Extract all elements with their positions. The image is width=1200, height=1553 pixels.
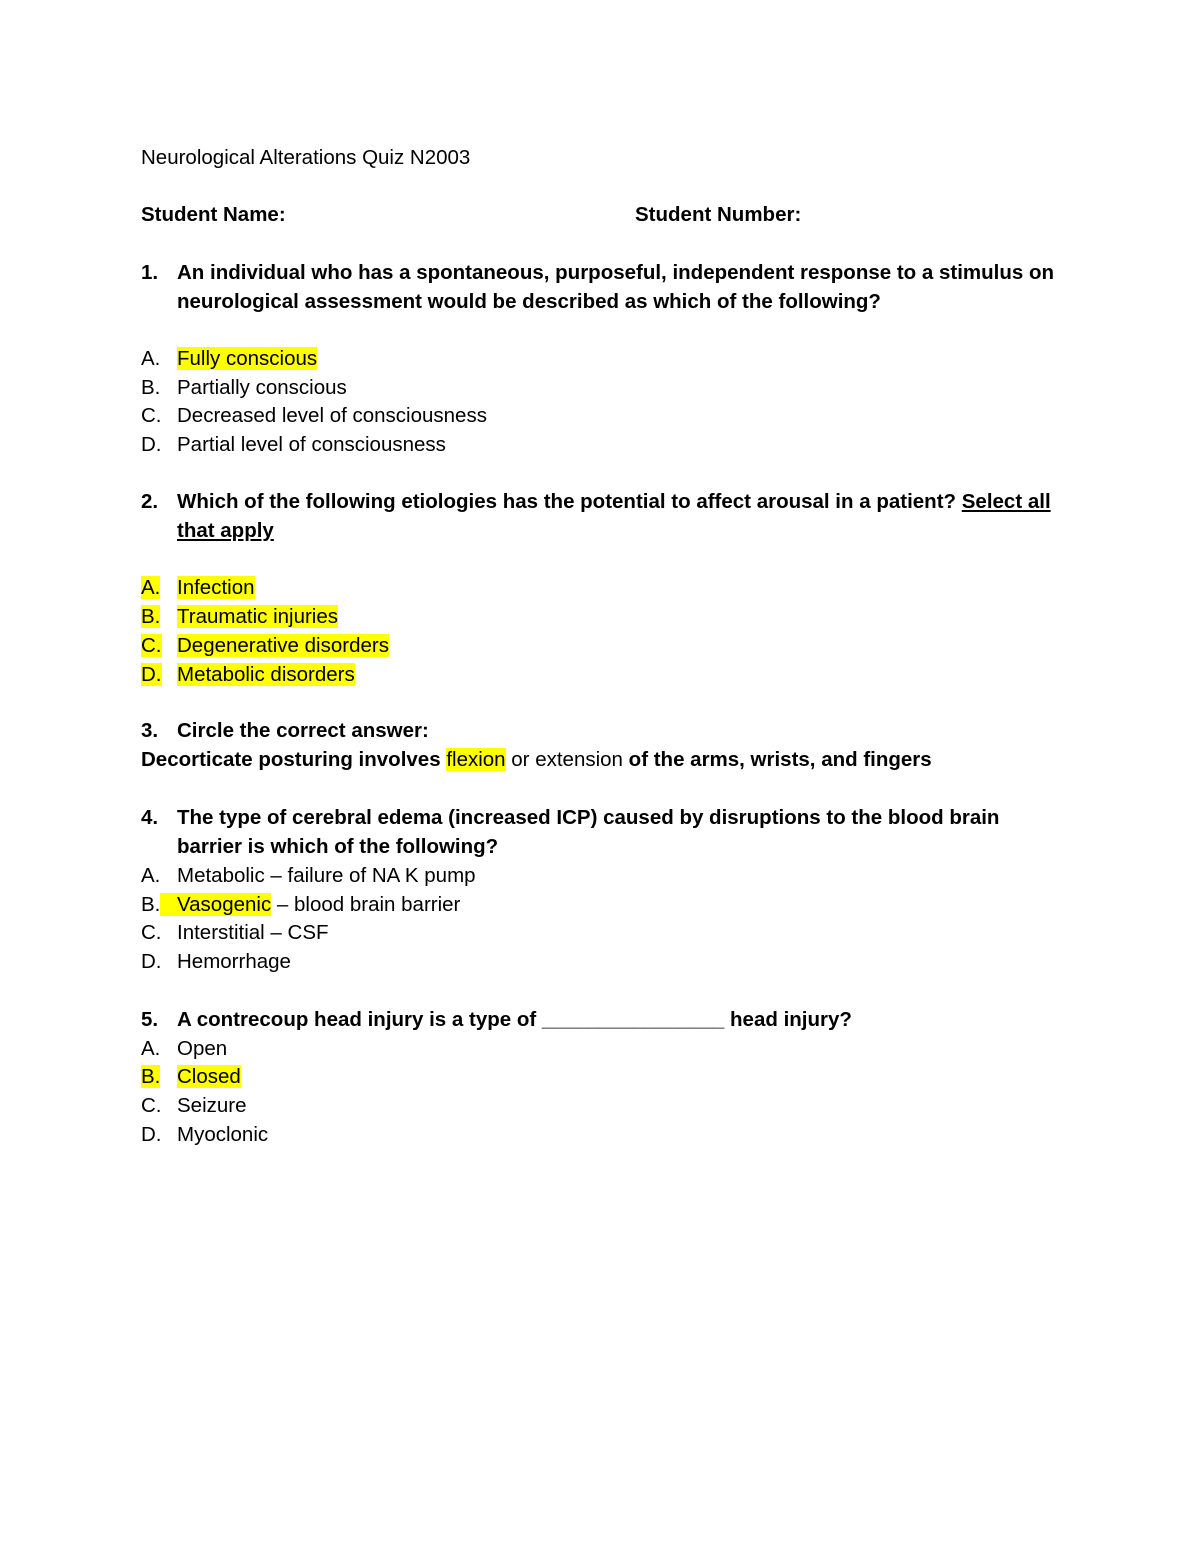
- student-number-label: Student Number:: [635, 203, 802, 226]
- question-text: [177, 516, 274, 545]
- question-text: [177, 487, 1051, 516]
- option-letter: C.: [141, 921, 162, 944]
- answer-highlight: Infection: [177, 576, 255, 599]
- option-text: Metabolic – failure of NA K pump: [177, 864, 476, 887]
- option-letter: A.: [141, 347, 161, 370]
- option-letter: [141, 660, 162, 689]
- student-name-label: Student Name:: [141, 203, 286, 226]
- option-letter: D.: [141, 433, 162, 456]
- option-text: Partial level of consciousness: [177, 433, 446, 456]
- option-text: [177, 1062, 241, 1091]
- question-text: neurological assessment would be described as which of the following?: [177, 290, 881, 313]
- option-letter: D.: [141, 1123, 162, 1146]
- option-letter: [141, 1062, 160, 1091]
- option-text: [177, 602, 338, 631]
- question-text-end: head injury?: [730, 1008, 852, 1031]
- answer-highlight: Closed: [177, 1065, 241, 1088]
- option-text: Hemorrhage: [177, 950, 291, 973]
- option-text: [177, 631, 389, 660]
- select-all-instruction: Select all: [961, 490, 1051, 513]
- sentence-end: of the arms, wrists, and fingers: [628, 748, 932, 771]
- option-text: Decreased level of consciousness: [177, 404, 487, 427]
- question-number: 3.: [141, 719, 159, 742]
- option-text: [177, 660, 355, 689]
- question-text-main: A contrecoup head injury is a type of: [177, 1008, 537, 1031]
- option-letter: C.: [141, 404, 162, 427]
- option-letter: [141, 573, 160, 602]
- quiz-title: Neurological Alterations Quiz N2003: [141, 146, 471, 169]
- option-text: [177, 573, 255, 602]
- answer-highlight: Fully conscious: [177, 347, 318, 370]
- option-text: Seizure: [177, 1094, 247, 1117]
- option-text: [160, 890, 460, 919]
- question-text: Circle the correct answer:: [177, 719, 429, 742]
- option-letter: D.: [141, 950, 162, 973]
- sentence-start: Decorticate posturing involves: [141, 748, 441, 771]
- answer-highlight: B.: [141, 605, 161, 628]
- question-number: 2.: [141, 490, 159, 513]
- option-text: Open: [177, 1037, 228, 1060]
- select-all-instruction: that apply: [177, 519, 274, 542]
- option-letter: B.: [141, 893, 161, 916]
- question-number: 1.: [141, 261, 159, 284]
- question-text: An individual who has a spontaneous, purposeful, independent response to a stimulus on: [177, 261, 1055, 284]
- question-text: The type of cerebral edema (increased ICP) caused by disruptions to the blood brain: [177, 806, 1000, 829]
- fill-in-blank: ________________: [541, 1008, 725, 1031]
- question-text: [177, 1005, 852, 1034]
- option-rest: – blood brain barrier: [271, 893, 461, 916]
- answer-highlight: C.: [141, 634, 162, 657]
- answer-highlight: Vasogenic: [160, 893, 271, 916]
- answer-highlight: Metabolic disorders: [177, 663, 355, 686]
- question-number: 4.: [141, 806, 159, 829]
- question-text-main: Which of the following etiologies has the potential to affect arousal in a patient?: [177, 490, 957, 513]
- option-text: [177, 344, 317, 373]
- answer-highlight: B.: [141, 1065, 161, 1088]
- option-letter: [141, 602, 160, 631]
- question-text: barrier is which of the following?: [177, 835, 499, 858]
- answer-highlight: A.: [141, 576, 161, 599]
- option-letter: [141, 631, 162, 660]
- answer-highlight: Degenerative disorders: [177, 634, 389, 657]
- answer-highlight: flexion: [446, 748, 506, 771]
- choice-alternative: or extension: [511, 748, 623, 771]
- option-letter: A.: [141, 1037, 161, 1060]
- answer-highlight: Traumatic injuries: [177, 605, 339, 628]
- option-letter: B.: [141, 376, 161, 399]
- question-sentence: [141, 745, 932, 774]
- answer-highlight: D.: [141, 663, 162, 686]
- option-text: Myoclonic: [177, 1123, 269, 1146]
- option-text: Partially conscious: [177, 376, 347, 399]
- question-number: 5.: [141, 1008, 159, 1031]
- option-letter: A.: [141, 864, 161, 887]
- option-letter: C.: [141, 1094, 162, 1117]
- option-text: Interstitial – CSF: [177, 921, 329, 944]
